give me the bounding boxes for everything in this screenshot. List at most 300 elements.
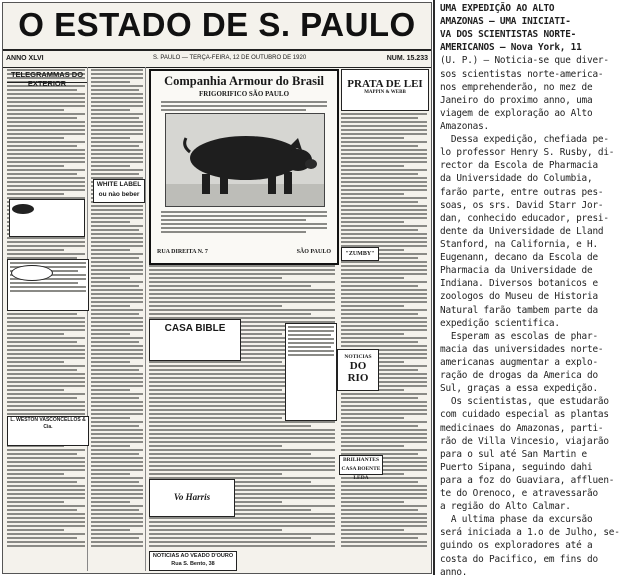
article-line: zoologos do Museu de Historia	[440, 291, 598, 303]
text-line	[7, 393, 85, 395]
text-line	[91, 441, 143, 443]
text-line	[341, 509, 418, 511]
article-line: Stanford, na California, e H.	[440, 238, 598, 250]
pig-photograph	[165, 113, 325, 207]
text-line	[91, 461, 143, 463]
text-line	[91, 281, 143, 283]
weston-advertisement: L. WESTON VASCONCELLOS & Cia.	[7, 416, 89, 446]
text-line	[7, 129, 85, 131]
text-line	[7, 521, 85, 523]
text-line	[149, 417, 282, 419]
text-line	[7, 477, 85, 479]
text-line	[149, 309, 335, 311]
text-line	[7, 529, 64, 531]
article-line: te do Orenoco, e atravessarão	[440, 488, 598, 500]
article-line: VA DOS SCIENTISTAS NORTE-	[440, 29, 577, 41]
text-line	[91, 273, 143, 275]
text-line	[7, 141, 85, 143]
article-line: rector da Escola de Pharmacia	[440, 160, 598, 172]
text-line	[149, 277, 282, 279]
article-line: nos emprehenderão, no mez de	[440, 81, 593, 93]
text-line	[91, 93, 143, 95]
text-line	[341, 277, 404, 279]
text-line	[341, 233, 427, 235]
text-line	[341, 269, 427, 271]
text-line	[7, 237, 85, 239]
text-line	[341, 493, 427, 495]
article-line: com cuidado especial as plantas	[440, 409, 609, 421]
article-line: guindo os exploradores até a	[440, 540, 593, 552]
text-line	[161, 223, 327, 225]
text-line	[341, 485, 427, 487]
text-line	[288, 342, 334, 344]
text-line	[7, 173, 77, 175]
text-line	[7, 177, 85, 179]
armour-city: SÃO PAULO	[296, 249, 331, 255]
article-line: Pharmacia da Universidade de	[440, 265, 593, 277]
page-divider	[433, 0, 435, 575]
newspaper-column-1	[5, 67, 88, 571]
text-line	[91, 393, 143, 395]
text-line	[91, 89, 139, 91]
text-line	[341, 217, 427, 219]
armour-title: Companhia Armour do Brasil	[164, 74, 324, 88]
text-line	[341, 197, 427, 199]
text-line	[341, 497, 427, 499]
article-line: medicinaes do Amazonas, parti-	[440, 422, 604, 434]
article-line: Janeiro do proximo anno, uma	[440, 94, 593, 106]
prata-maker: MAPPIN & WEBB	[364, 90, 406, 95]
text-line	[91, 329, 143, 331]
text-line	[341, 125, 427, 127]
white-label-title: WHITE LABEL	[96, 181, 142, 188]
text-line	[91, 305, 130, 307]
text-line	[341, 321, 427, 323]
text-line	[341, 185, 427, 187]
text-line	[341, 177, 427, 179]
text-line	[91, 545, 143, 547]
article-line: para a foz do Guaviara, affluen-	[440, 474, 615, 486]
casa-bible-title: CASA BIBLE	[164, 323, 226, 334]
text-line	[149, 361, 282, 363]
text-line	[91, 345, 143, 347]
voharris-advertisement: Vo Harris	[149, 479, 235, 517]
brilhantes-advertisement	[339, 455, 383, 481]
text-line	[7, 541, 85, 543]
text-line	[149, 433, 335, 435]
text-line	[7, 493, 85, 495]
text-line	[149, 457, 335, 459]
text-line	[149, 449, 335, 451]
article-line: anno.	[440, 566, 468, 578]
text-line	[7, 245, 85, 247]
text-line	[288, 350, 334, 352]
article-line: Dessa expedição, chefiada pe-	[440, 134, 609, 146]
text-line	[91, 165, 130, 167]
noticias-rio-line-2: DO RIO	[347, 360, 369, 384]
text-line	[91, 529, 130, 531]
text-line	[341, 525, 427, 527]
text-line	[91, 229, 139, 231]
text-line	[7, 509, 77, 511]
text-line	[341, 225, 427, 227]
text-line	[7, 97, 85, 99]
text-line	[7, 121, 85, 123]
text-line	[91, 389, 130, 391]
text-line	[91, 485, 143, 487]
article-line: da Universidade do Columbia,	[440, 173, 593, 185]
text-line	[7, 489, 85, 491]
text-line	[7, 117, 77, 119]
text-line	[341, 133, 427, 135]
text-line	[288, 330, 334, 332]
pig-icon	[166, 114, 324, 206]
text-line	[7, 349, 85, 351]
text-line	[7, 449, 85, 451]
text-line	[7, 329, 85, 331]
text-line	[7, 161, 85, 163]
text-line	[91, 429, 143, 431]
text-line	[341, 265, 427, 267]
article-line: Puerto Sipana, seguindo dahi	[440, 461, 593, 473]
text-line	[7, 389, 64, 391]
text-line	[91, 133, 143, 135]
text-line	[341, 209, 427, 211]
article-line: a região do Alto Calmar.	[440, 501, 571, 513]
text-line	[10, 282, 78, 284]
text-line	[7, 517, 85, 519]
article-line: macia das universidades norte-	[440, 343, 604, 355]
text-line	[341, 529, 404, 531]
article-line: viagem de exploração ao Alto	[440, 107, 593, 119]
article-line: Indiana. Diversos botanicos e	[440, 278, 598, 290]
text-line	[341, 409, 427, 411]
text-line	[149, 421, 335, 423]
text-line	[91, 433, 143, 435]
text-line	[7, 353, 85, 355]
text-line	[341, 521, 427, 523]
text-line	[91, 405, 143, 407]
text-line	[91, 261, 143, 263]
article-line: A ultima phase da excursão	[440, 514, 593, 526]
text-line	[341, 169, 427, 171]
text-line	[91, 469, 143, 471]
text-line	[91, 249, 130, 251]
text-line	[91, 121, 143, 123]
text-line	[149, 297, 335, 299]
text-line	[7, 133, 85, 135]
text-line	[7, 373, 85, 375]
text-line	[149, 293, 335, 295]
text-line	[341, 213, 427, 215]
text-line	[341, 273, 427, 275]
text-line	[341, 237, 427, 239]
text-line	[91, 497, 143, 499]
text-line	[149, 273, 335, 275]
text-line	[7, 337, 85, 339]
text-line	[149, 465, 335, 467]
text-line	[91, 209, 143, 211]
text-line	[91, 169, 143, 171]
armour-advertisement	[149, 69, 339, 265]
text-line	[91, 369, 139, 371]
article-line: lo professor Henry S. Rusby, di-	[440, 147, 615, 159]
text-line	[149, 281, 335, 283]
text-line	[288, 326, 334, 328]
text-line	[91, 277, 130, 279]
veado-douro-advertisement	[149, 551, 237, 571]
text-line	[7, 405, 85, 407]
article-line: dan, conhecido educador, presi-	[440, 212, 609, 224]
text-line	[91, 353, 143, 355]
text-line	[91, 309, 143, 311]
article-line: farão parte, entre outras pes-	[440, 186, 604, 198]
article-line: (U. P.) — Noticia-se que diver-	[440, 55, 609, 67]
text-line	[341, 165, 404, 167]
text-line	[149, 537, 311, 539]
text-line	[341, 401, 427, 403]
text-line	[91, 289, 143, 291]
text-line	[91, 129, 143, 131]
text-line	[91, 417, 130, 419]
armour-text-block	[159, 99, 329, 113]
text-line	[341, 421, 427, 423]
text-line	[91, 69, 143, 71]
text-line	[7, 109, 64, 111]
text-line	[341, 317, 427, 319]
text-line	[91, 425, 139, 427]
text-line	[91, 533, 143, 535]
text-line	[149, 545, 335, 547]
text-line	[91, 301, 143, 303]
armour-subtitle: FRIGORIFICO SÃO PAULO	[198, 90, 290, 98]
text-line	[341, 425, 418, 427]
text-line	[341, 337, 427, 339]
text-line	[91, 537, 139, 539]
text-line	[7, 501, 64, 503]
text-line	[91, 233, 143, 235]
text-line	[161, 227, 327, 229]
veado-title: NOTICIAS AO VEADO D'OURO	[152, 553, 234, 559]
text-line	[149, 441, 335, 443]
text-line	[7, 497, 85, 499]
text-line	[7, 469, 85, 471]
article-line: AMERICANOS — Nova York, 11	[440, 42, 582, 54]
volume-label: ANNO XLVI	[6, 55, 44, 62]
text-line	[341, 181, 427, 183]
text-line	[91, 145, 139, 147]
article-line: Os scientistas, que estudarão	[440, 396, 609, 408]
text-line	[91, 257, 139, 259]
text-line	[341, 501, 404, 503]
text-line	[149, 517, 335, 519]
text-line	[91, 397, 139, 399]
text-line	[341, 229, 418, 231]
text-line	[341, 537, 418, 539]
text-line	[341, 541, 427, 543]
text-line	[91, 409, 143, 411]
text-line	[91, 101, 143, 103]
text-line	[341, 533, 427, 535]
text-line	[7, 361, 64, 363]
text-line	[91, 333, 130, 335]
text-line	[7, 125, 85, 127]
text-line	[161, 231, 306, 233]
text-line	[7, 513, 85, 515]
text-line	[7, 525, 85, 527]
text-line	[149, 533, 335, 535]
text-line	[341, 117, 418, 119]
text-line	[91, 81, 130, 83]
noticias-do-rio-heading	[337, 349, 379, 391]
text-line	[7, 485, 85, 487]
text-line	[341, 261, 427, 263]
article-line: sos scientistas norte-america-	[440, 68, 604, 80]
text-line	[7, 473, 64, 475]
text-line	[7, 357, 85, 359]
brilhantes-sub: CASA BOENTE LEDA	[341, 466, 381, 481]
text-line	[149, 473, 282, 475]
text-line	[91, 525, 143, 527]
text-line	[341, 441, 427, 443]
text-line	[341, 325, 427, 327]
text-line	[91, 297, 143, 299]
text-line	[288, 354, 334, 356]
text-line	[341, 437, 427, 439]
text-line	[161, 211, 327, 213]
text-line	[91, 421, 143, 423]
text-line	[7, 317, 85, 319]
text-line	[7, 457, 85, 459]
text-line	[91, 137, 130, 139]
text-line	[161, 215, 327, 217]
text-line	[341, 161, 427, 163]
text-line	[91, 481, 139, 483]
text-line	[91, 357, 143, 359]
white-label-ad	[93, 179, 145, 203]
text-line	[341, 285, 418, 287]
text-line	[7, 401, 85, 403]
text-line	[91, 377, 143, 379]
text-line	[149, 429, 335, 431]
text-line	[91, 153, 143, 155]
text-line	[341, 289, 427, 291]
text-line	[91, 473, 130, 475]
newspaper-page	[2, 2, 432, 574]
text-line	[149, 445, 282, 447]
text-line	[341, 429, 427, 431]
casa-bible-advertisement	[149, 319, 241, 361]
text-line	[7, 105, 85, 107]
text-line	[7, 253, 85, 255]
text-line	[149, 529, 282, 531]
text-line	[91, 341, 139, 343]
text-line	[91, 361, 130, 363]
text-line	[149, 269, 335, 271]
text-line	[341, 149, 427, 151]
text-line	[341, 153, 427, 155]
article-line: Sul, graças a essa expedição.	[440, 383, 598, 395]
text-line	[91, 321, 143, 323]
text-line	[91, 517, 143, 519]
text-line	[7, 345, 85, 347]
article-zoom	[440, 2, 636, 578]
text-line	[149, 525, 335, 527]
text-line	[341, 309, 427, 311]
text-line	[7, 149, 85, 151]
text-line	[341, 201, 418, 203]
text-line	[341, 241, 427, 243]
text-line	[10, 286, 86, 288]
text-line	[91, 241, 143, 243]
text-line	[7, 137, 64, 139]
text-line	[341, 313, 418, 315]
text-line	[91, 381, 143, 383]
article-line: AMAZONAS — UMA INICIATI-	[440, 16, 571, 28]
text-line	[91, 385, 143, 387]
text-line	[341, 281, 427, 283]
newspaper-column-4	[339, 67, 429, 571]
telegrammas-heading: TELEGRAMMAS DO EXTERIOR	[7, 70, 87, 83]
text-line	[91, 141, 143, 143]
text-line	[161, 109, 306, 111]
text-line	[7, 89, 77, 91]
text-line	[91, 217, 143, 219]
text-line	[7, 453, 77, 455]
text-line	[341, 189, 427, 191]
text-line	[91, 465, 143, 467]
text-line	[341, 297, 427, 299]
masthead: O ESTADO DE S. PAULO	[18, 6, 416, 43]
article-line: Esperam as escolas de phar-	[440, 330, 598, 342]
text-line	[7, 113, 85, 115]
article-line: dente da Universidade de Lland	[440, 225, 604, 237]
text-line	[149, 461, 335, 463]
text-line	[91, 253, 143, 255]
text-line	[91, 477, 143, 479]
armour-text-block-2	[159, 209, 329, 235]
text-line	[341, 393, 427, 395]
text-line	[91, 113, 143, 115]
text-line	[7, 381, 85, 383]
text-line	[7, 321, 85, 323]
text-line	[91, 237, 143, 239]
text-line	[341, 141, 427, 143]
text-line	[91, 505, 143, 507]
text-line	[149, 389, 282, 391]
text-line	[149, 453, 311, 455]
text-line	[7, 377, 85, 379]
text-line	[91, 173, 139, 175]
text-line	[288, 334, 331, 336]
text-line	[7, 461, 85, 463]
text-line	[10, 290, 86, 292]
text-line	[91, 97, 143, 99]
text-line	[341, 417, 404, 419]
issue-number: NUM. 15.233	[386, 55, 428, 62]
text-line	[341, 341, 418, 343]
text-line	[7, 145, 77, 147]
text-line	[7, 397, 77, 399]
text-line	[91, 373, 143, 375]
newspaper-column-2	[89, 67, 146, 571]
text-line	[341, 489, 427, 491]
text-line	[7, 189, 85, 191]
text-line	[161, 105, 327, 107]
text-line	[7, 385, 85, 387]
text-line	[91, 457, 143, 459]
text-line	[341, 157, 427, 159]
